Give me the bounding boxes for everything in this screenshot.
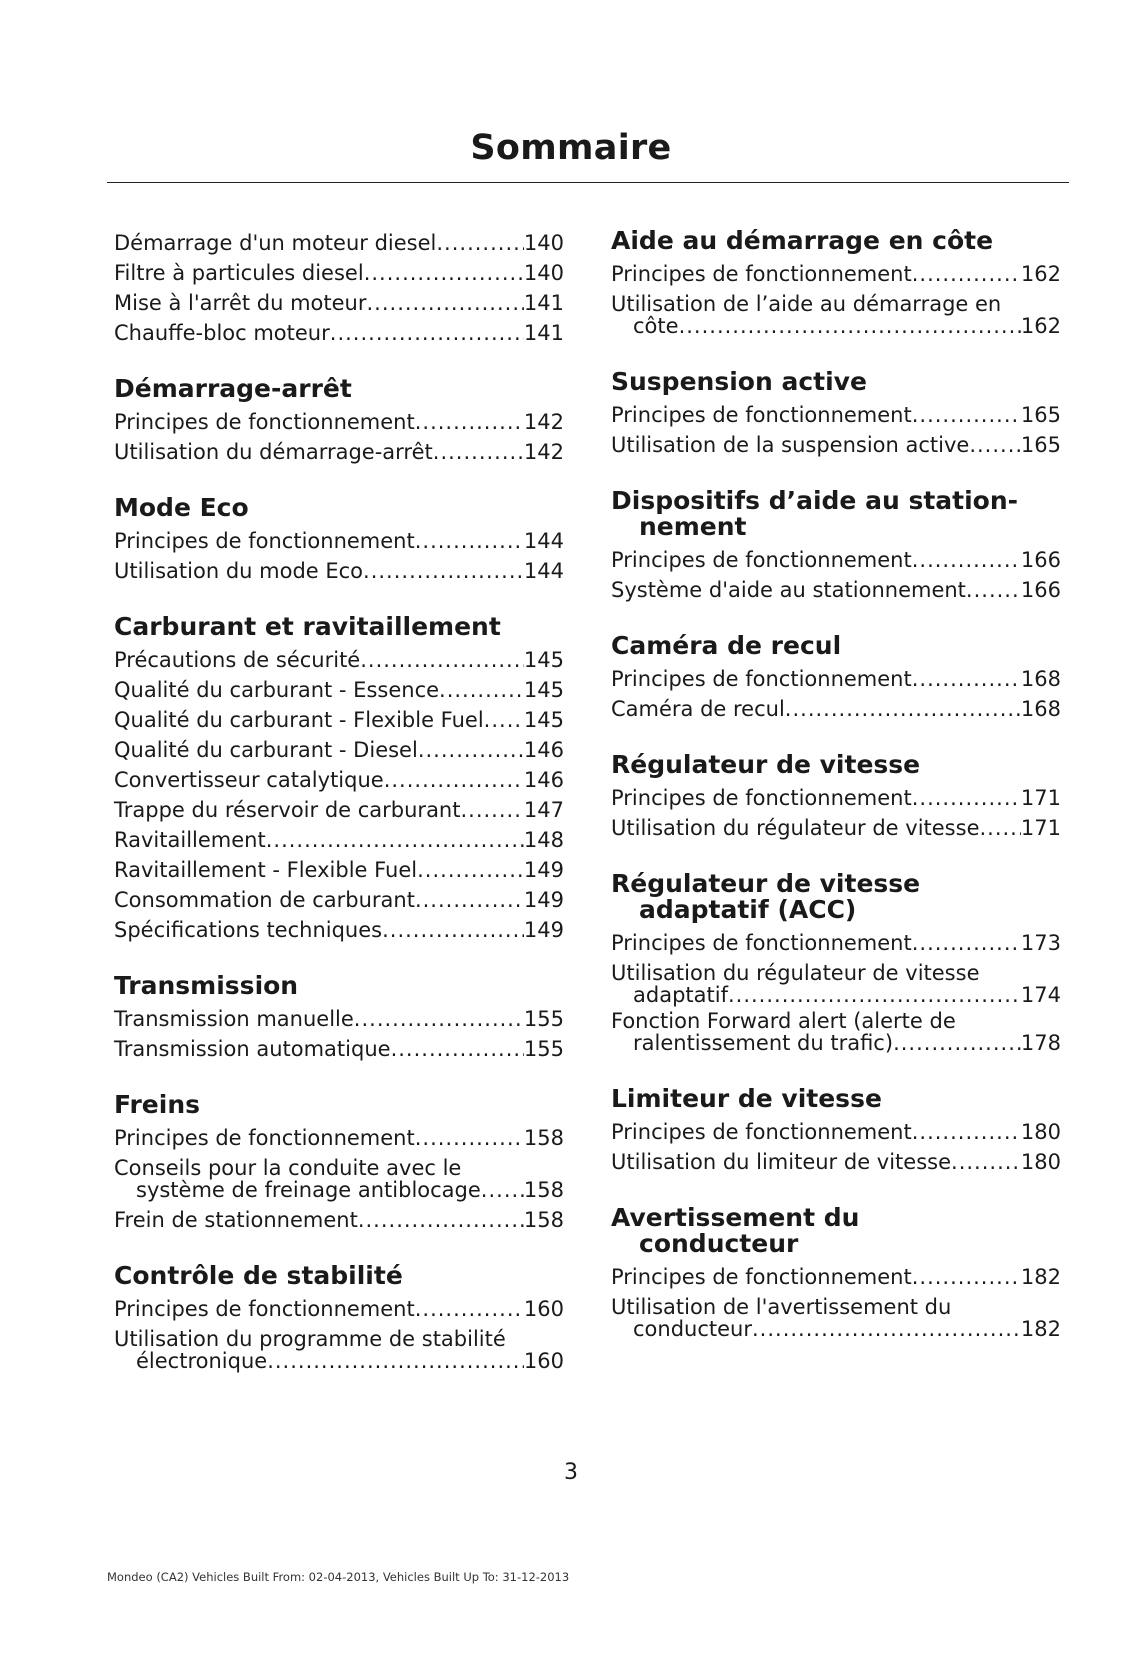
toc-entry-label: Principes de fonctionnement bbox=[611, 931, 912, 955]
toc-entry-label: Fonction Forward alert (alerte de bbox=[611, 1009, 956, 1033]
toc-section bbox=[611, 871, 1061, 1054]
toc-entry-page: 149 bbox=[523, 918, 564, 942]
dot-leader bbox=[382, 915, 524, 945]
toc-entry[interactable] bbox=[611, 575, 1061, 605]
toc-entry-label-line2: conducteur bbox=[633, 1317, 752, 1341]
toc-entry-label: Utilisation du mode Eco bbox=[114, 559, 364, 583]
section-heading bbox=[611, 1086, 1061, 1112]
dot-leader bbox=[912, 1262, 1021, 1292]
toc-entry-label: Utilisation de la suspension active bbox=[611, 433, 970, 457]
toc-section bbox=[611, 752, 1061, 843]
section-heading bbox=[114, 376, 564, 402]
toc-entry-label-continued bbox=[611, 1318, 1061, 1340]
toc-entry[interactable] bbox=[114, 645, 564, 675]
toc-entry[interactable] bbox=[611, 430, 1061, 460]
dot-leader bbox=[785, 694, 1021, 724]
section-heading bbox=[611, 633, 1061, 659]
toc-entry[interactable] bbox=[114, 825, 564, 855]
toc-entry-label: Spécifications techniques bbox=[114, 918, 383, 942]
toc-entry[interactable] bbox=[611, 259, 1061, 289]
toc-section bbox=[611, 228, 1061, 337]
toc-entry-page: 141 bbox=[523, 321, 564, 345]
toc-entry-label: Ravitaillement bbox=[114, 828, 266, 852]
toc-entry[interactable] bbox=[114, 228, 564, 258]
dot-leader bbox=[266, 825, 524, 855]
toc-section bbox=[114, 973, 564, 1064]
toc-entry-label-continued bbox=[611, 984, 1061, 1006]
dot-leader bbox=[969, 430, 1021, 460]
toc-entry-label: Principes de fonctionnement bbox=[114, 1297, 415, 1321]
toc-entry-label: Utilisation du programme de stabilité bbox=[114, 1327, 506, 1351]
toc-entry-page: 182 bbox=[1020, 1317, 1061, 1341]
toc-entry-page: 145 bbox=[523, 708, 564, 732]
toc-entry-page: 148 bbox=[523, 828, 564, 852]
section-heading-continuation: adaptatif (ACC) bbox=[639, 895, 857, 924]
section-heading-text: Avertissement du bbox=[611, 1203, 860, 1232]
section-heading-text: Mode Eco bbox=[114, 493, 249, 522]
toc-entry-page: 158 bbox=[523, 1178, 564, 1202]
toc-entry-page: 142 bbox=[523, 410, 564, 434]
dot-leader bbox=[484, 705, 524, 735]
toc-entry[interactable] bbox=[611, 1010, 1061, 1054]
toc-section bbox=[114, 1092, 564, 1235]
toc-entry-label: Caméra de recul bbox=[611, 697, 785, 721]
dot-leader bbox=[439, 675, 524, 705]
footer-text: Mondeo (CA2) Vehicles Built From: 02-04-2013, Vehicles Built Up To: 31-12-2013 bbox=[107, 1570, 570, 1584]
toc-right-column bbox=[611, 228, 1061, 1344]
toc-entry-page: 147 bbox=[523, 798, 564, 822]
toc-entry-page: 158 bbox=[523, 1208, 564, 1232]
toc-entry-page: 162 bbox=[1020, 262, 1061, 286]
dot-leader bbox=[752, 1318, 1021, 1340]
toc-section bbox=[611, 369, 1061, 460]
toc-entry-page: 171 bbox=[1020, 786, 1061, 810]
toc-entry-label: Principes de fonctionnement bbox=[611, 403, 912, 427]
dot-leader bbox=[979, 813, 1020, 843]
toc-entry[interactable] bbox=[114, 735, 564, 765]
dot-leader bbox=[460, 795, 523, 825]
toc-entry-page: 146 bbox=[523, 768, 564, 792]
toc-entry-page: 165 bbox=[1020, 403, 1061, 427]
dot-leader bbox=[415, 1123, 524, 1153]
toc-entry[interactable] bbox=[114, 407, 564, 437]
toc-entry-page: 178 bbox=[1020, 1031, 1061, 1055]
toc-entry-label: Utilisation de l'avertissement du bbox=[611, 1295, 952, 1319]
toc-entry-page: 140 bbox=[523, 231, 564, 255]
toc-entry-label: Principes de fonctionnement bbox=[611, 667, 912, 691]
dot-leader bbox=[418, 735, 524, 765]
section-heading bbox=[611, 871, 1061, 923]
toc-left-column bbox=[114, 228, 564, 1376]
toc-entry-page: 155 bbox=[523, 1037, 564, 1061]
toc-section bbox=[114, 1263, 564, 1372]
dot-leader bbox=[912, 783, 1021, 813]
toc-entry-label: Filtre à particules diesel bbox=[114, 261, 364, 285]
toc-entry[interactable] bbox=[114, 437, 564, 467]
toc-entry-page: 165 bbox=[1020, 433, 1061, 457]
section-heading-text: Limiteur de vitesse bbox=[611, 1084, 882, 1113]
dot-leader bbox=[912, 545, 1021, 575]
toc-entry[interactable] bbox=[114, 1004, 564, 1034]
toc-entry-page: 173 bbox=[1020, 931, 1061, 955]
toc-entry-label: Utilisation du limiteur de vitesse bbox=[611, 1150, 952, 1174]
toc-entry-label: Qualité du carburant - Essence bbox=[114, 678, 440, 702]
dot-leader bbox=[415, 407, 524, 437]
toc-entry-page: 180 bbox=[1020, 1120, 1061, 1144]
toc-entry-page: 166 bbox=[1020, 548, 1061, 572]
dot-leader bbox=[912, 664, 1021, 694]
toc-entry-label: Principes de fonctionnement bbox=[114, 1126, 415, 1150]
dot-leader bbox=[367, 288, 524, 318]
toc-entry-label: Transmission automatique bbox=[114, 1037, 391, 1061]
toc-entry-page: 145 bbox=[523, 678, 564, 702]
dot-leader bbox=[363, 556, 524, 586]
toc-entry[interactable] bbox=[114, 318, 564, 348]
toc-entry-label: Frein de stationnement bbox=[114, 1208, 358, 1232]
toc-entry[interactable] bbox=[611, 783, 1061, 813]
toc-section bbox=[114, 495, 564, 586]
toc-section bbox=[114, 376, 564, 467]
dot-leader bbox=[481, 1179, 524, 1201]
dot-leader bbox=[951, 1147, 1021, 1177]
section-heading-text: Suspension active bbox=[611, 367, 867, 396]
dot-leader bbox=[417, 855, 524, 885]
section-heading bbox=[114, 973, 564, 999]
toc-entry-page: 146 bbox=[523, 738, 564, 762]
section-heading bbox=[611, 488, 1061, 540]
toc-entry-label-continued bbox=[114, 1179, 564, 1201]
toc-entry[interactable] bbox=[611, 1147, 1061, 1177]
toc-entry-label-continued bbox=[611, 1032, 1061, 1054]
toc-entry-page: 160 bbox=[523, 1349, 564, 1373]
dot-leader bbox=[358, 1205, 524, 1235]
toc-entry-page: 149 bbox=[523, 858, 564, 882]
section-heading-text: Freins bbox=[114, 1090, 201, 1119]
toc-entry[interactable] bbox=[114, 765, 564, 795]
toc-entry-label-continued bbox=[114, 1350, 564, 1372]
section-heading bbox=[611, 228, 1061, 254]
section-heading-text: Contrôle de stabilité bbox=[114, 1261, 403, 1290]
dot-leader bbox=[360, 645, 524, 675]
toc-entry-label: Trappe du réservoir de carburant bbox=[114, 798, 461, 822]
section-heading bbox=[114, 614, 564, 640]
toc-entry[interactable] bbox=[611, 664, 1061, 694]
dot-leader bbox=[912, 400, 1021, 430]
section-heading-text: Caméra de recul bbox=[611, 631, 842, 660]
toc-entry-label: Principes de fonctionnement bbox=[611, 1120, 912, 1144]
toc-entry[interactable] bbox=[114, 556, 564, 586]
section-heading-continuation: nement bbox=[639, 512, 747, 541]
toc-entry-page: 144 bbox=[523, 559, 564, 583]
toc-entry[interactable] bbox=[114, 915, 564, 945]
dot-leader bbox=[415, 1294, 524, 1324]
dot-leader bbox=[267, 1350, 524, 1372]
toc-entry-label: Principes de fonctionnement bbox=[611, 786, 912, 810]
section-heading bbox=[114, 1092, 564, 1118]
toc-section bbox=[611, 1205, 1061, 1340]
section-heading-text: Aide au démarrage en côte bbox=[611, 226, 994, 255]
dot-leader bbox=[415, 885, 524, 915]
toc-section bbox=[611, 488, 1061, 605]
toc-section bbox=[611, 633, 1061, 724]
dot-leader bbox=[354, 1004, 524, 1034]
toc-entry-label: Principes de fonctionnement bbox=[611, 1265, 912, 1289]
toc-entry[interactable] bbox=[114, 705, 564, 735]
toc-entry-label: Ravitaillement - Flexible Fuel bbox=[114, 858, 418, 882]
section-heading-text: Transmission bbox=[114, 971, 299, 1000]
toc-entry[interactable] bbox=[611, 694, 1061, 724]
toc-entry-label: Utilisation du régulateur de vitesse bbox=[611, 961, 980, 985]
toc-entry-label: Consommation de carburant bbox=[114, 888, 415, 912]
toc-entry-label: Précautions de sécurité bbox=[114, 648, 361, 672]
toc-entry[interactable] bbox=[114, 1157, 564, 1201]
toc-entry-label: Principes de fonctionnement bbox=[611, 548, 912, 572]
section-heading bbox=[611, 752, 1061, 778]
section-heading-continuation: conducteur bbox=[639, 1229, 799, 1258]
toc-entry-page: 141 bbox=[523, 291, 564, 315]
toc-entry-label: Démarrage d'un moteur diesel bbox=[114, 231, 437, 255]
toc-entry[interactable] bbox=[114, 1328, 564, 1372]
section-heading-text: Régulateur de vitesse bbox=[611, 869, 921, 898]
toc-entry[interactable] bbox=[611, 1117, 1061, 1147]
toc-entry-label-line2: électronique bbox=[136, 1349, 268, 1373]
toc-section bbox=[114, 228, 564, 348]
toc-entry[interactable] bbox=[114, 1294, 564, 1324]
toc-section bbox=[611, 1086, 1061, 1177]
toc-entry[interactable] bbox=[611, 400, 1061, 430]
toc-section bbox=[114, 614, 564, 945]
toc-entry-page: 174 bbox=[1020, 983, 1061, 1007]
toc-entry-page: 149 bbox=[523, 888, 564, 912]
toc-entry-label-line2: système de freinage antiblocage bbox=[136, 1178, 481, 1202]
dot-leader bbox=[728, 984, 1021, 1006]
toc-entry[interactable] bbox=[611, 1296, 1061, 1340]
toc-entry-label-line2: côte bbox=[633, 314, 679, 338]
toc-entry-page: 171 bbox=[1020, 816, 1061, 840]
toc-entry-label: Utilisation du régulateur de vitesse bbox=[611, 816, 980, 840]
toc-entry-page: 140 bbox=[523, 261, 564, 285]
toc-entry[interactable] bbox=[611, 962, 1061, 1006]
toc-entry-label-line2: adaptatif bbox=[633, 983, 728, 1007]
page-number: 3 bbox=[564, 1460, 578, 1485]
dot-leader bbox=[912, 928, 1021, 958]
toc-entry[interactable] bbox=[611, 928, 1061, 958]
toc-entry-label: Principes de fonctionnement bbox=[611, 262, 912, 286]
toc-entry-label: Principes de fonctionnement bbox=[114, 529, 415, 553]
toc-entry[interactable] bbox=[114, 1205, 564, 1235]
toc-entry[interactable] bbox=[114, 885, 564, 915]
dot-leader bbox=[384, 765, 524, 795]
dot-leader bbox=[912, 1117, 1021, 1147]
toc-entry[interactable] bbox=[611, 293, 1061, 337]
toc-entry-page: 180 bbox=[1020, 1150, 1061, 1174]
toc-entry[interactable] bbox=[114, 1034, 564, 1064]
toc-entry-page: 158 bbox=[523, 1126, 564, 1150]
toc-entry[interactable] bbox=[611, 1262, 1061, 1292]
toc-entry-page: 142 bbox=[523, 440, 564, 464]
section-heading-text: Régulateur de vitesse bbox=[611, 750, 921, 779]
dot-leader bbox=[966, 575, 1021, 605]
toc-entry[interactable] bbox=[114, 258, 564, 288]
toc-entry-label: Conseils pour la conduite avec le bbox=[114, 1156, 462, 1180]
section-heading-text: Démarrage-arrêt bbox=[114, 374, 352, 403]
toc-entry[interactable] bbox=[114, 855, 564, 885]
toc-entry[interactable] bbox=[114, 1123, 564, 1153]
toc-entry-label: Utilisation du démarrage-arrêt bbox=[114, 440, 433, 464]
toc-entry-page: 144 bbox=[523, 529, 564, 553]
toc-entry-page: 155 bbox=[523, 1007, 564, 1031]
toc-entry-label: Qualité du carburant - Flexible Fuel bbox=[114, 708, 484, 732]
toc-entry-label: Utilisation de l’aide au démarrage en bbox=[611, 292, 1002, 316]
section-heading bbox=[611, 369, 1061, 395]
toc-entry-label: Système d'aide au stationnement bbox=[611, 578, 966, 602]
section-heading bbox=[114, 495, 564, 521]
dot-leader bbox=[436, 228, 524, 258]
toc-entry-label: Mise à l'arrêt du moteur bbox=[114, 291, 367, 315]
dot-leader bbox=[415, 526, 524, 556]
toc-entry-label: Convertisseur catalytique bbox=[114, 768, 384, 792]
toc-entry-label: Chauffe-bloc moteur bbox=[114, 321, 330, 345]
toc-entry[interactable] bbox=[114, 795, 564, 825]
toc-entry-label: Transmission manuelle bbox=[114, 1007, 354, 1031]
toc-entry[interactable] bbox=[611, 545, 1061, 575]
toc-entry[interactable] bbox=[611, 813, 1061, 843]
toc-entry-label-continued bbox=[611, 315, 1061, 337]
dot-leader bbox=[433, 437, 524, 467]
section-heading-text: Dispositifs d’aide au station- bbox=[611, 486, 1019, 515]
toc-entry[interactable] bbox=[114, 526, 564, 556]
toc-entry-page: 166 bbox=[1020, 578, 1061, 602]
section-heading bbox=[114, 1263, 564, 1289]
toc-entry-page: 182 bbox=[1020, 1265, 1061, 1289]
section-heading bbox=[611, 1205, 1061, 1257]
toc-entry-page: 160 bbox=[523, 1297, 564, 1321]
toc-entry-page: 168 bbox=[1020, 697, 1061, 721]
dot-leader bbox=[893, 1032, 1021, 1054]
page-title: Sommaire bbox=[470, 128, 672, 168]
toc-entry-label: Principes de fonctionnement bbox=[114, 410, 415, 434]
toc-entry[interactable] bbox=[114, 288, 564, 318]
title-divider bbox=[107, 182, 1069, 183]
dot-leader bbox=[364, 258, 524, 288]
toc-entry-label: Qualité du carburant - Diesel bbox=[114, 738, 418, 762]
toc-entry-page: 162 bbox=[1020, 314, 1061, 338]
toc-entry-page: 145 bbox=[523, 648, 564, 672]
toc-entry[interactable] bbox=[114, 675, 564, 705]
dot-leader bbox=[679, 315, 1021, 337]
section-heading-text: Carburant et ravitaillement bbox=[114, 612, 501, 641]
dot-leader bbox=[330, 318, 524, 348]
dot-leader bbox=[391, 1034, 524, 1064]
toc-entry-page: 168 bbox=[1020, 667, 1061, 691]
dot-leader bbox=[912, 259, 1021, 289]
toc-entry-label-line2: ralentissement du trafic) bbox=[633, 1031, 894, 1055]
